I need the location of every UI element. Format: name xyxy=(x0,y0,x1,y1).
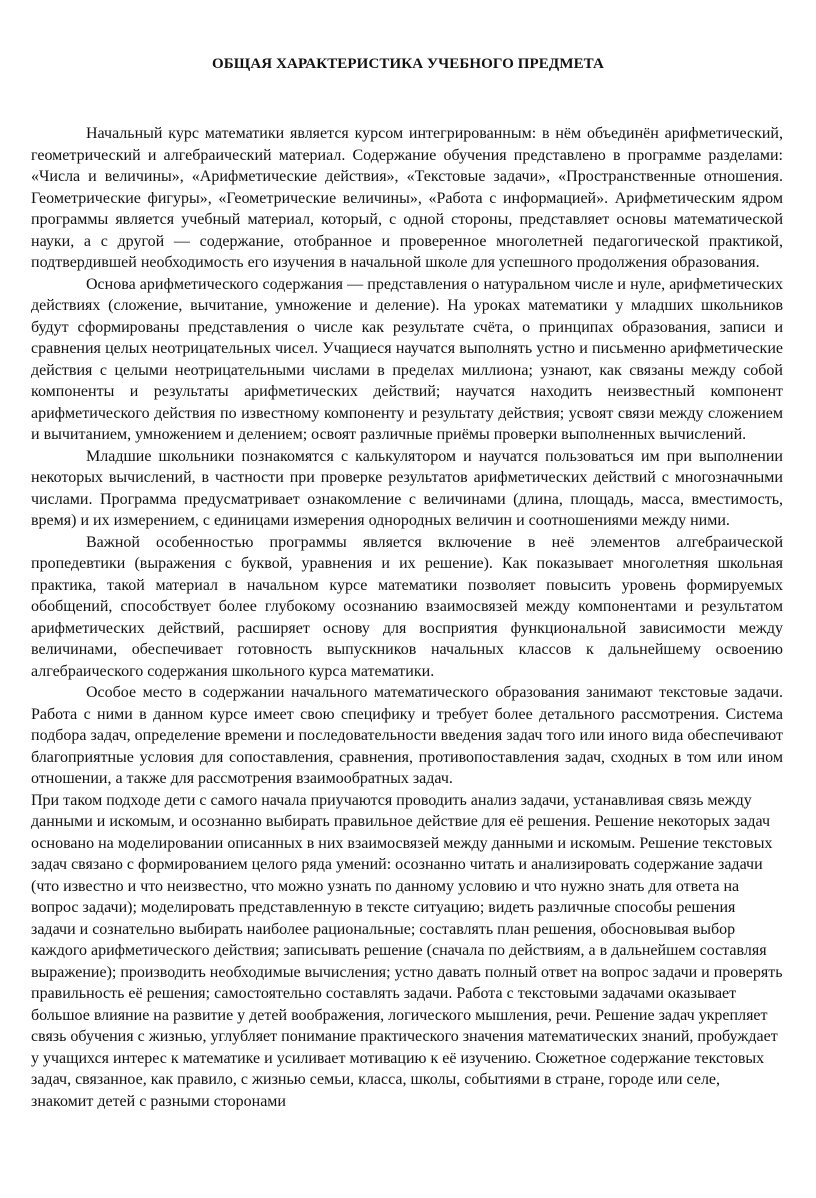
paragraph-3: Младшие школьники познакомятся с калькулятором и научатся пользоваться им при выполнении некоторых вычислений, в частности при проверке результатов арифметических действий с многозначными числами. Программа предусматривает ознакомление с величинами (длина, площадь, масса, вместимость, время) и их измерением, с единицами измерения однородных величин и соотношениями между ними. xyxy=(31,447,783,529)
document-body xyxy=(31,123,783,1112)
paragraph-1: Начальный курс математики является курсом интегрированным: в нём объединён арифметический, геометрический и алгебраический материал. Содержание обучения представлено в программе разделами: «Числа и величины», «Арифметические действия», «Текстовые задачи», «Пространственные отношения. Геометрические фигуры», «Геометрические величины», «Работа с информацией». Арифметическим ядром программы является учебный материал, который, с одной стороны, представляет основы математической науки, а с другой — содержание, отобранное и проверенное многолетней педагогической практикой, подтвердившей необходимость его изучения в начальной школе для успешного продолжения образования. xyxy=(31,125,783,271)
paragraph-6: При таком подходе дети с самого начала приучаются проводить анализ задачи, устанавливая связь между данными и искомым, и осознанно выбирать правильное действие для её решения. Решение некоторых задач основано на моделировании описанных в них взаимосвязей между данными и искомым. Решение текстовых задач связано с формированием целого ряда умений: осознанно читать и анализировать содержание задачи (что известно и что неизвестно, что можно узнать по данному условию и что нужно знать для ответа на вопрос задачи); моделировать представленную в тексте ситуацию; видеть различные способы решения задачи и сознательно выбирать наиболее рациональные; составлять план решения, обосновывая выбор каждого арифметического действия; записывать решение (сначала по действиям, а в дальнейшем составляя выражение); производить необходимые вычисления; устно давать полный ответ на вопрос задачи и проверять правильность её решения; самостоятельно составлять задачи. Работа с текстовыми задачами оказывает большое влияние на развитие у детей воображения, логического мышления, речи. Решение задач укрепляет связь обучения с жизнью, углубляет понимание практического значения математических знаний, пробуждает у учащихся интерес к математике и усиливает мотивацию к её изучению. Сюжетное содержание текстовых задач, связанное, как правило, с жизнью семьи, класса, школы, событиями в стране, городе или селе, знакомит детей с разными сторонами xyxy=(31,791,783,1110)
paragraph-2: Основа арифметического содержания — представления о натуральном числе и нуле, арифметических действиях (сложение, вычитание, умножение и деление). На уроках математики у младших школьников будут сформированы представления о числе как результате счёта, о принципах образования, записи и сравнения целых неотрицательных чисел. Учащиеся научатся выполнять устно и письменно арифметические действия с целыми неотрицательными числами в пределах миллиона; узнают, как связаны между собой компоненты и результаты арифметических действий; научатся находить неизвестный компонент арифметического действия по известному компоненту и результату действия; усвоят связи между сложением и вычитанием, умножением и делением; освоят различные приёмы проверки выполненных вычислений. xyxy=(31,275,783,443)
page-title: ОБЩАЯ ХАРАКТЕРИСТИКА УЧЕБНОГО ПРЕДМЕТА xyxy=(212,56,604,72)
paragraph-5: Особое место в содержании начального математического образования занимают текстовые задачи. Работа с ними в данном курсе имеет свою специфику и требует более детального рассмотрения. Система подбора задач, определение времени и последовательности введения задач того или иного вида обеспечивают благоприятные условия для сопоставления, сравнения, противопоставления задач, сходных в том или ином отношении, а также для рассмотрения взаимообратных задач. xyxy=(31,684,783,787)
paragraph-4: Важной особенностью программы является включение в неё элементов алгебраической пропедевтики (выражения с буквой, уравнения и их решение). Как показывает многолетняя школьная практика, такой материал в начальном курсе математики позволяет повысить уровень формируемых обобщений, способствует более глубокому осознанию взаимосвязей между компонентами и результатом арифметических действий, расширяет основу для восприятия функциональной зависимости между величинами, обеспечивает готовность выпускников начальных классов к дальнейшему освоению алгебраического содержания школьного курса математики. xyxy=(31,533,783,680)
